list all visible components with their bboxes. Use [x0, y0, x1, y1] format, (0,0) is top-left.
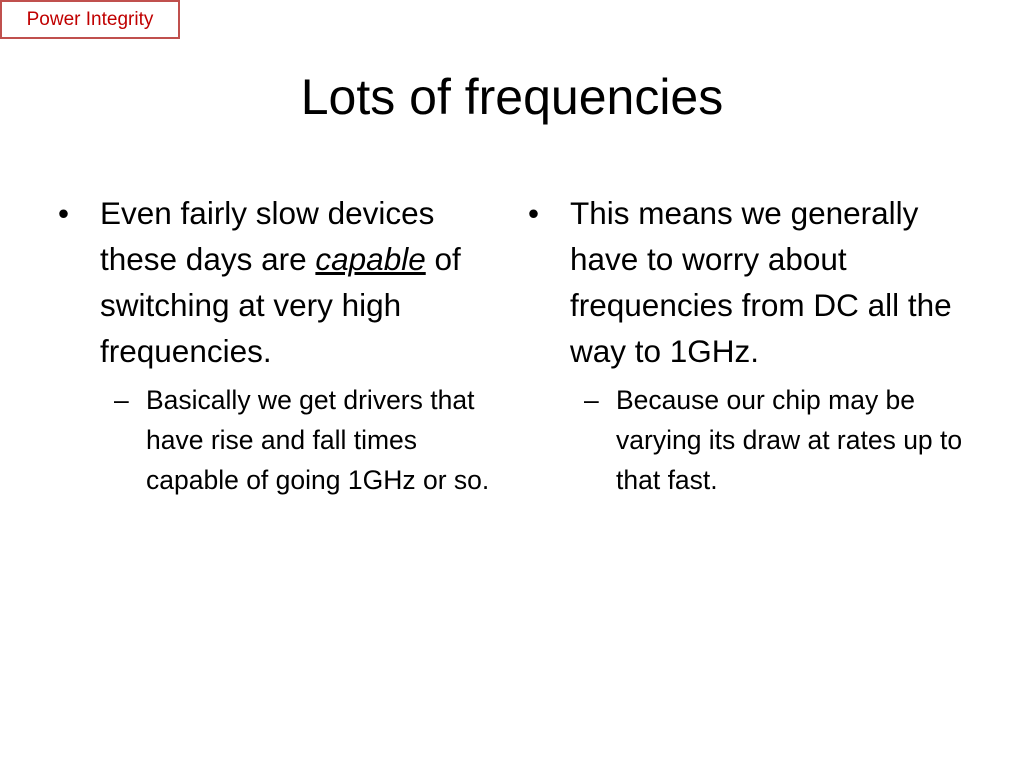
bullet-marker: • — [58, 195, 70, 231]
bullet-text-continued: of switching at very high frequencies. — [100, 241, 461, 369]
left-column — [58, 190, 506, 500]
bullet-text: Even fairly slow devices these days are — [100, 195, 435, 277]
section-tag: Power Integrity — [0, 0, 180, 39]
sub-bullet-marker: – — [584, 385, 599, 415]
sub-bullet-item — [58, 380, 506, 500]
right-column — [528, 190, 972, 500]
sub-bullet-text: Basically we get drivers that have rise and fall times capable of going 1GHz or so. — [146, 385, 490, 495]
bullet-item — [58, 190, 506, 374]
sub-bullet-marker: – — [114, 385, 129, 415]
bullet-item — [528, 190, 972, 374]
sub-bullet-text: Because our chip may be varying its draw at rates up to that fast. — [616, 385, 963, 495]
sub-bullet-item — [528, 380, 972, 500]
emphasized-word: capable — [315, 241, 426, 277]
bullet-marker: • — [528, 195, 540, 231]
slide-title: Lots of frequencies — [300, 69, 724, 125]
bullet-text: This means we generally have to worry about frequencies from DC all the way to 1GHz. — [570, 195, 952, 369]
